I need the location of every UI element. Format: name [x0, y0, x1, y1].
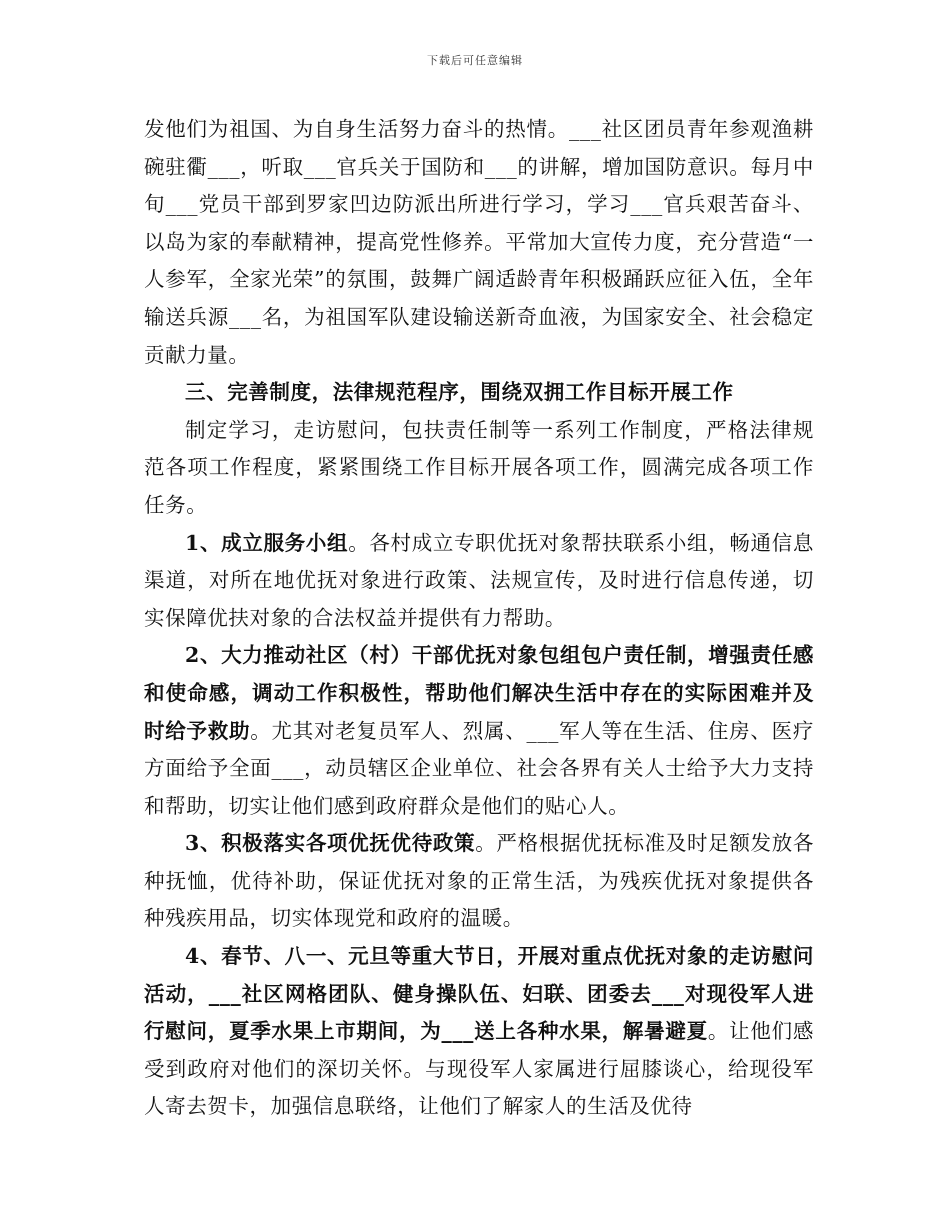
list-item-4 [144, 938, 814, 1126]
page-header: 下载后可任意编辑 [427, 54, 523, 67]
list-item-4-title: 4、春节、八一、元旦等重大节日，开展对重点优抚对象的走访慰问活动，___社区网格团队、健身操队伍、妇联、团委去___对现役军人进行慰问，夏季水果上市期间，为___送上各种水果，解暑避夏 [144, 944, 814, 1044]
paragraph-intro: 发他们为祖国、为自身生活努力奋斗的热情。___社区团员青年参观渔耕碗驻衢___，听取___官兵关于国防和___的讲解，增加国防意识。每月中旬___党员干部到罗家凹边防派出所进行学习，学习___官兵艰苦奋斗、以岛为家的奉献精神，提高党性修养。平常加大宣传力度，充分营造“一人参军，全家光荣”的氛围，鼓舞广阔适龄青年积极踊跃应征入伍，全年输送兵源___名，为祖国军队建设输送新奇血液，为国家安全、社会稳定贡献力量。 [144, 117, 814, 367]
list-item-1-text: 。各村成立专职优抚对象帮扶联系小组，畅通信息渠道，对所在地优抚对象进行政策、法规宣传，及时进行信息传递，切实保障优扶对象的合法权益并提供有力帮助。 [144, 530, 814, 630]
list-item-1 [144, 525, 814, 638]
list-item-2-title: 2、大力推动社区（村）干部优抚对象包组包户责任制，增强责任感和使命感，调动工作积极性，帮助他们解决生活中存在的实际困难并及时给予救助 [144, 643, 814, 743]
paragraph-rules: 制定学习，走访慰问，包扶责任制等一系列工作制度，严格法律规范各项工作程度，紧紧围绕工作目标开展各项工作，圆满完成各项工作任务。 [144, 417, 814, 517]
list-item-1-title: 1、成立服务小组 [185, 530, 349, 555]
list-item-2-text: 。尤其对老复员军人、烈属、___军人等在生活、住房、医疗方面给予全面___，动员辖区企业单位、社会各界有关人士给予大力支持和帮助，切实让他们感到政府群众是他们的贴心人。 [144, 718, 814, 818]
list-item-3-title: 3、积极落实各项优抚优待政策 [185, 831, 476, 856]
document-body [144, 111, 814, 1126]
list-item-4-text: 。让他们感受到政府对他们的深切关怀。与现役军人家属进行屈膝谈心，给现役军人寄去贺卡，加强信息联络，让他们了解家人的生活及优待 [144, 1019, 814, 1119]
section-heading: 三、完善制度，法律规范程序，围绕双拥工作目标开展工作 [185, 380, 734, 405]
list-item-3 [144, 825, 814, 938]
list-item-3-text: 。严格根据优抚标准及时足额发放各种抚恤，优待补助，保证优抚对象的正常生活，为残疾优抚对象提供各种残疾用品，切实体现党和政府的温暖。 [144, 831, 814, 931]
list-item-2 [144, 637, 814, 825]
